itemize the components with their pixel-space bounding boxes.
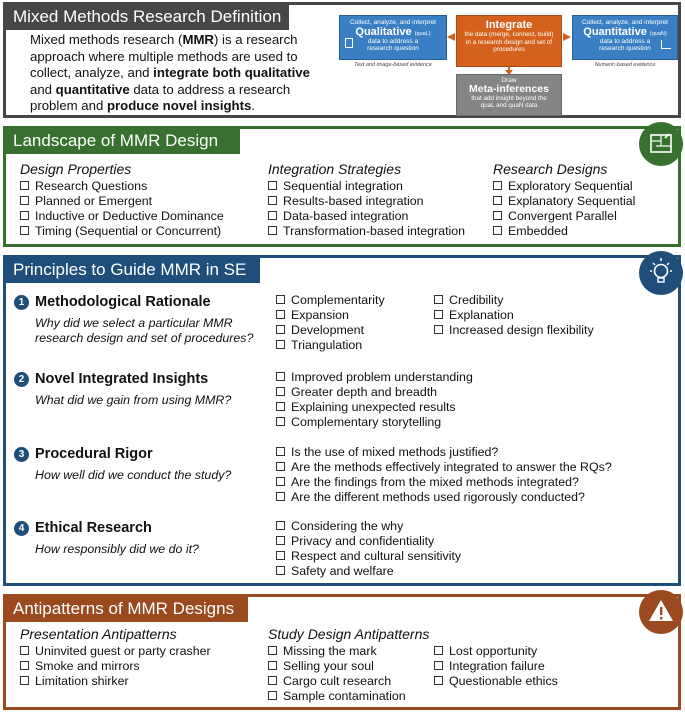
checkbox-icon (276, 417, 285, 426)
checkbox-icon (268, 211, 277, 220)
checkbox-icon (276, 447, 285, 456)
checkbox-icon (434, 676, 443, 685)
principle-1-checks-b (434, 293, 594, 338)
list-item: Greater depth and breadth (276, 385, 473, 400)
list-item: Improved problem understanding (276, 370, 473, 385)
checkbox-icon (276, 492, 285, 501)
definition-section (3, 2, 681, 118)
number-badge: 2 (14, 372, 29, 387)
principle-2-checks (276, 370, 473, 430)
checkbox-icon (276, 536, 285, 545)
definition-title: Mixed Methods Research Definition (6, 5, 289, 30)
checkbox-icon (20, 211, 29, 220)
list-item: Research Questions (20, 179, 224, 194)
integrate-box: Integrate the data (merge, connect, build) in a research design and set of procedures (456, 15, 562, 67)
list-item: Explanation (434, 308, 594, 323)
list-item: Transformation-based integration (268, 224, 465, 239)
principle-3-checks (276, 445, 612, 505)
checkbox-icon (20, 196, 29, 205)
warning-icon (639, 590, 683, 634)
checkbox-icon (276, 310, 285, 319)
principle-4-checks (276, 519, 461, 579)
checkbox-icon (276, 462, 285, 471)
landscape-title: Landscape of MMR Design (6, 129, 240, 154)
list-item: Convergent Parallel (493, 209, 635, 224)
checkbox-icon (493, 181, 502, 190)
checkbox-icon (493, 196, 502, 205)
checkbox-icon (20, 181, 29, 190)
integration-strategies-column: Integration Strategies Sequential integration Results-based integration Data-based integration Transformation-based integration (268, 161, 466, 238)
list-item: Explaining unexpected results (276, 400, 473, 415)
list-item: Explanatory Sequential (493, 194, 635, 209)
arrow-right (563, 33, 571, 41)
study-design-antipatterns-column: Study Design Antipatterns Missing the mark Selling your soul Cargo cult research Sample contamination (268, 626, 430, 703)
list-item: Uninvited guest or party crasher (20, 644, 211, 659)
list-item: Credibility (434, 293, 594, 308)
principle-1-checks-a (276, 293, 385, 353)
checkbox-icon (268, 181, 277, 190)
checkbox-icon (20, 676, 29, 685)
document-icon (345, 38, 353, 48)
presentation-antipatterns-column: Presentation Antipatterns Uninvited guest or party crasher Smoke and mirrors Limitation shirker (20, 626, 211, 688)
list-item: Integration failure (434, 659, 558, 674)
list-item: Exploratory Sequential (493, 179, 635, 194)
list-item: Considering the why (276, 519, 461, 534)
list-item: Limitation shirker (20, 674, 211, 689)
list-item: Safety and welfare (276, 564, 461, 579)
checkbox-icon (20, 646, 29, 655)
checkbox-icon (276, 521, 285, 530)
list-item: Are the different methods used rigorously conducted? (276, 490, 612, 505)
list-item: Privacy and confidentiality (276, 534, 461, 549)
checkbox-icon (20, 226, 29, 235)
checkbox-icon (276, 340, 285, 349)
research-designs-column: Research Designs Exploratory Sequential Explanatory Sequential Convergent Parallel Embedded (493, 161, 636, 238)
principles-title: Principles to Guide MMR in SE (6, 258, 260, 283)
principle-4: 4 Ethical Research How responsibly did we do it? (14, 519, 274, 557)
list-item: Complementary storytelling (276, 415, 473, 430)
list-item: Questionable ethics (434, 674, 558, 689)
list-item: Respect and cultural sensitivity (276, 549, 461, 564)
checkbox-icon (276, 387, 285, 396)
checkbox-icon (276, 372, 285, 381)
checkbox-icon (276, 402, 285, 411)
list-item: Expansion (276, 308, 385, 323)
list-item: Selling your soul (268, 659, 429, 674)
checkbox-icon (276, 551, 285, 560)
qualitative-box: Collect, analyze, and interpret Qualitative (quaL) data to address a research question (339, 15, 447, 60)
principle-3: 3 Procedural Rigor How well did we conduct the study? (14, 445, 274, 483)
principles-section (3, 255, 681, 586)
checkbox-icon (276, 295, 285, 304)
list-item: Triangulation (276, 338, 385, 353)
checkbox-icon (268, 646, 277, 655)
blueprint-icon (639, 122, 683, 166)
checkbox-icon (434, 310, 443, 319)
checkbox-icon (276, 477, 285, 486)
number-badge: 4 (14, 521, 29, 536)
list-item: Development (276, 323, 385, 338)
list-item: Lost opportunity (434, 644, 558, 659)
list-item: Sequential integration (268, 179, 465, 194)
arrow-left (447, 33, 455, 41)
list-item: Missing the mark (268, 644, 429, 659)
checkbox-icon (20, 661, 29, 670)
checkbox-icon (268, 676, 277, 685)
list-item: Timing (Sequential or Concurrent) (20, 224, 224, 239)
quantitative-label: Quantitative (583, 26, 647, 38)
list-item: Results-based integration (268, 194, 465, 209)
list-item: Cargo cult research (268, 674, 429, 689)
checkbox-icon (268, 226, 277, 235)
quantitative-box: Collect, analyze, and interpret Quantitative (quaN) data to address a research question (572, 15, 678, 60)
checkbox-icon (434, 661, 443, 670)
list-item: Embedded (493, 224, 635, 239)
list-item: Data-based integration (268, 209, 465, 224)
list-item: Are the methods effectively integrated to answer the RQs? (276, 460, 612, 475)
qualitative-label: Qualitative (355, 26, 412, 38)
list-item: Increased design flexibility (434, 323, 594, 338)
checkbox-icon (434, 646, 443, 655)
quantitative-caption: Numeric-based evidence (594, 62, 656, 68)
number-badge: 3 (14, 447, 29, 462)
list-item: Inductive or Deductive Dominance (20, 209, 224, 224)
design-properties-column: Design Properties Research Questions Planned or Emergent Inductive or Deductive Dominance Timing (Sequential or Concurrent) (20, 161, 224, 238)
checkbox-icon (493, 211, 502, 220)
antipatterns-section (3, 594, 681, 710)
list-item: Sample contamination (268, 689, 429, 704)
checkbox-icon (276, 325, 285, 334)
checkbox-icon (268, 691, 277, 700)
checkbox-icon (493, 226, 502, 235)
study-design-antipatterns-column-b (434, 644, 558, 689)
principle-1: 1 Methodological Rationale Why did we select a particular MMR research design and set of procedures? (14, 293, 274, 346)
list-item: Complementarity (276, 293, 385, 308)
list-item: Smoke and mirrors (20, 659, 211, 674)
meta-inferences-box: Draw Meta-inferences that add insight beyond the quaL and quaN data (456, 74, 562, 116)
landscape-section (3, 126, 681, 247)
checkbox-icon (268, 196, 277, 205)
list-item: Planned or Emergent (20, 194, 224, 209)
principle-2: 2 Novel Integrated Insights What did we gain from using MMR? (14, 370, 274, 408)
list-item: Are the findings from the mixed methods integrated? (276, 475, 612, 490)
list-item: Is the use of mixed methods justified? (276, 445, 612, 460)
lightbulb-icon (639, 251, 683, 295)
checkbox-icon (268, 661, 277, 670)
checkbox-icon (434, 325, 443, 334)
qualitative-caption: Text and image-based evidence (354, 62, 432, 68)
number-badge: 1 (14, 295, 29, 310)
antipatterns-title: Antipatterns of MMR Designs (6, 597, 248, 622)
checkbox-icon (276, 566, 285, 575)
bar-chart-icon (661, 40, 671, 49)
definition-text: Mixed methods research (MMR) is a research approach where multiple methods are used to collect, analyze, and integrate both qualitative and quantitative data to address a research problem and produce novel insights. (30, 32, 310, 113)
checkbox-icon (434, 295, 443, 304)
